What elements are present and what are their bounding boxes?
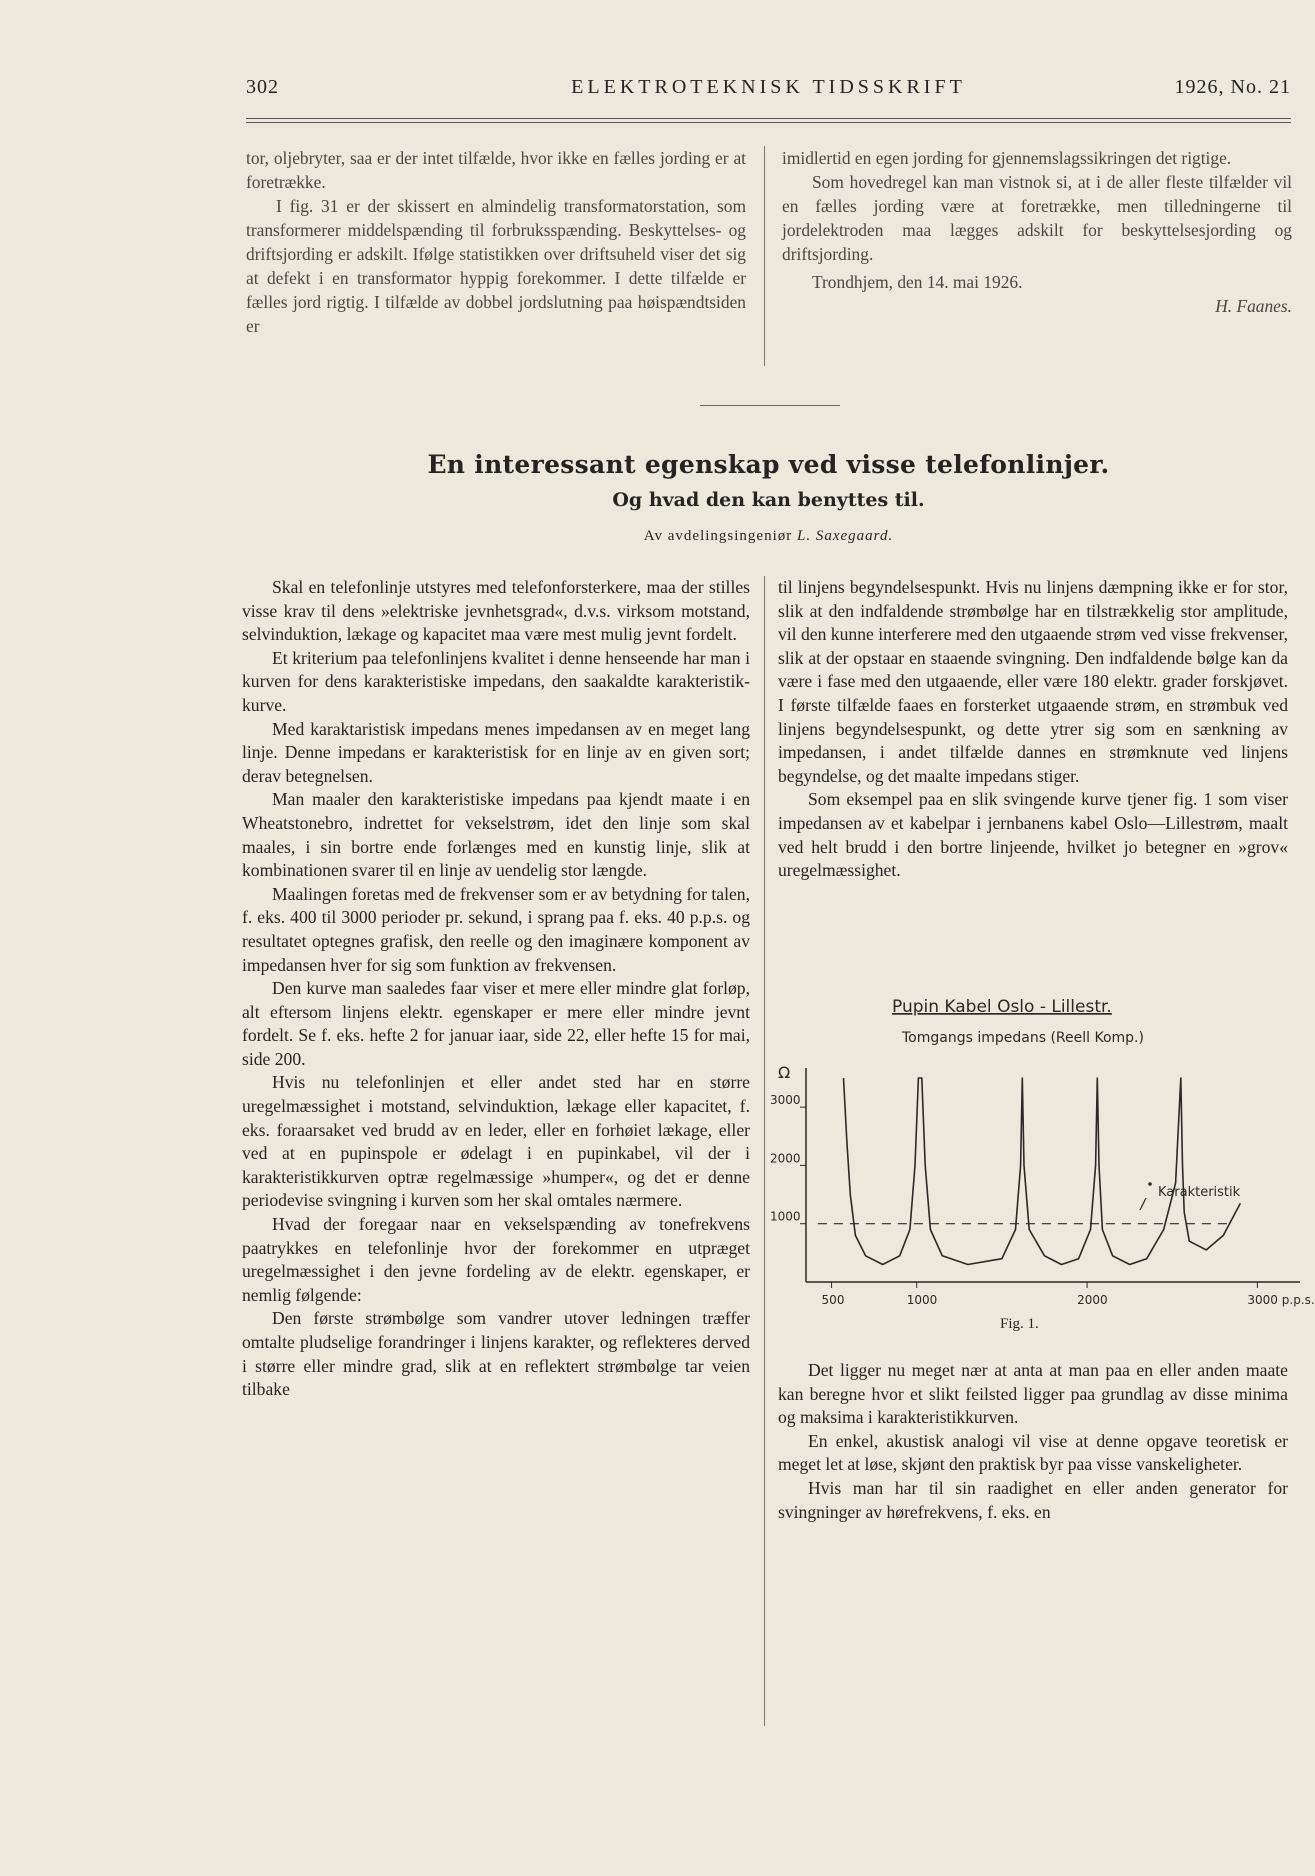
byline bbox=[246, 528, 1291, 545]
chart-handwritten-subtitle: Tomgangs impedans (Reell Komp.) bbox=[902, 1030, 1144, 1046]
paragraph: Skal en telefonlinje utstyres med telefonforsterkere, maa der stilles visse krav til dens »elektriske jevnhetsgrad«, d.v.s. virksom motstand, selvinduktion, lækage og kapacitet maa være mest mulig jevnt fordelt. bbox=[242, 577, 750, 645]
article-title: En interessant egenskap ved visse telefonlinjer. bbox=[427, 450, 1110, 479]
article-separator bbox=[700, 405, 840, 406]
byline-prefix: Av avdelingsingeniør bbox=[643, 528, 793, 544]
header-rule bbox=[246, 122, 1291, 123]
article-right-column-bottom bbox=[778, 1359, 1288, 1524]
curve-label-karakteristik: Karakteristik bbox=[1158, 1185, 1241, 1200]
previous-article-right-column bbox=[782, 146, 1292, 318]
paragraph: Hvad der foregaar naar en vekselspænding av tonefrekvens paatrykkes en telefonlinje hvor der forekommer en utpræget uregelmæssighet i den jevne fordeling av de elektr. egenskaper, er nemlig følgende: bbox=[242, 1214, 750, 1305]
chart-axes bbox=[806, 1068, 1300, 1282]
article-right-column-top bbox=[778, 576, 1288, 883]
x-tick-label: 500 bbox=[821, 1293, 845, 1307]
chart-series bbox=[818, 1078, 1241, 1265]
header-rule bbox=[246, 118, 1291, 119]
paragraph: I fig. 31 er der skissert en almindelig transformatorstation, som transformerer middelspænding til forbruksspænding. Beskyttelses- og driftsjording er adskilt. Ifølge statistikken over driftsuheld viser det sig at defekt i en transformator hyppig forekommer. I dette tilfælde er fælles jord rigtig. I tilfælde av dobbel jordslutning paa høispændtsiden er bbox=[246, 196, 746, 336]
label-leader bbox=[1140, 1198, 1146, 1210]
paragraph: Som eksempel paa en slik svingende kurve tjener fig. 1 som viser impedansen av et kabelpar i jernbanens kabel Oslo—Lillestrøm, maalt ved helt brudd i den bortre linjeende, hvilket jo betegner en »grov« uregelmæssighet. bbox=[778, 789, 1288, 881]
paragraph: Den kurve man saaledes faar viser et mere eller mindre glat forløp, alt eftersom linjens elektr. egenskaper er mere eller mindre jevnt fordelt. Se f. eks. hefte 2 for januar iaar, side 22, eller hefte 15 for mai, side 200. bbox=[242, 978, 750, 1069]
figure-1 bbox=[760, 990, 1315, 1330]
paragraph: En enkel, akustisk analogi vil vise at denne opgave teoretisk er meget let at løse, skjønt den praktisk byr paa visse vanskeligheter. bbox=[778, 1430, 1288, 1475]
y-tick-label: 2000 bbox=[770, 1151, 801, 1166]
y-tick-label: 1000 bbox=[770, 1209, 801, 1224]
paragraph: Hvis nu telefonlinjen et eller andet sted har en større uregelmæssighet i motstand, selvinduktion, lækage eller kapacitet, f. eks. foraarsaket ved brudd av en leder, eller en forhøiet lækage, eller ved at en pupinspole er ødelagt i en pupinkabel, vil der i karakteristikkurven optræ regelmæssige »humper«, og det er denne periodevise svingning i kurven som her skal omtales nærmere. bbox=[242, 1072, 750, 1211]
series-line-impedance bbox=[844, 1078, 1241, 1265]
paragraph: Den første strømbølge som vandrer utover ledningen træffer omtalte pludselige forandringer i linjens karakter, og reflekteres derved i større eller mindre grad, slik at en reflektert strømbølge tar veien tilbake bbox=[242, 1308, 750, 1400]
impedance-chart bbox=[760, 990, 1315, 1330]
article-left-column bbox=[242, 576, 750, 1402]
x-tick-label: 2000 bbox=[1077, 1293, 1108, 1307]
label-dot bbox=[1148, 1182, 1152, 1186]
y-tick-label: 3000 bbox=[770, 1093, 801, 1108]
x-tick-label: 1000 bbox=[906, 1293, 938, 1307]
place-date: Trondhjem, den 14. mai 1926. bbox=[812, 272, 1023, 292]
page-number: 302 bbox=[246, 76, 279, 98]
paragraph: imidlertid en egen jording for gjennemslagssikringen det rigtige. bbox=[782, 148, 1232, 168]
y-unit-label: Ω bbox=[778, 1063, 791, 1082]
paragraph: tor, oljebryter, saa er der intet tilfælde, hvor ikke en fælles jording er at foretrække. bbox=[246, 148, 746, 192]
paragraph: Maalingen foretas med de frekvenser som er av betydning for talen, f. eks. 400 til 3000 perioder pr. sekund, i sprang paa f. eks. 40 p.p.s. og resultatet optegnes grafisk, den reelle og den imaginære komponent av impedansen hver for sig som funktion av frekvensen. bbox=[242, 883, 750, 975]
journal-title: ELEKTROTEKNISK TIDSSKRIFT bbox=[571, 76, 966, 98]
x-tick-label: 3000 p.p.s. bbox=[1247, 1293, 1315, 1307]
paragraph: til linjens begyndelsespunkt. Hvis nu linjens dæmpning ikke er for stor, slik at den indfaldende strømbølge har en tilstrækkelig stor amplitude, vil den kunne interferere med den utgaaende strøm ved visse frekvenser, slik at der opstaar en staaende svingning. Den indfaldende bølge kan da være i fase med den utgaaende, eller være 180 elektr. grader forskjøvet. I første tilfælde faaes en forsterket utgaaende strøm, en strømbuk ved linjens begyndelsespunkt, og dette ytrer sig som en sænkning av impedansen, i andet tilfælde dannes en strømknute ved linjens begyndelse, og det maalte impedans stiger. bbox=[778, 577, 1288, 786]
page-header bbox=[246, 76, 1291, 106]
chart-handwritten-title: Pupin Kabel Oslo - Lillestr. bbox=[892, 997, 1112, 1017]
paragraph: Som hovedregel kan man vistnok si, at i de aller fleste tilfælder vil en fælles jording være at foretrække, men tilledningerne til jordelektroden maa lægges adskilt for beskyttelsesjording og driftsjording. bbox=[782, 172, 1292, 264]
issue-number: 1926, No. 21 bbox=[1174, 76, 1291, 98]
paragraph: Man maaler den karakteristiske impedans paa kjendt maate i en Wheatstonebro, indrettet for vekselstrøm, idet den linje som skal maales, i sin bortre ende forlænges med en kunstig linje, slik at kombinationen svarer til en linje av uendelig stor længde. bbox=[242, 789, 750, 881]
article-subtitle: Og hvad den kan benyttes til. bbox=[612, 489, 925, 511]
paragraph: Det ligger nu meget nær at anta at man paa en eller anden maate kan beregne hvor et slikt feilsted ligger paa grundlag av disse minima og maksima i karakteristikkurven. bbox=[778, 1360, 1288, 1428]
author-signature: H. Faanes. bbox=[1215, 296, 1292, 316]
paragraph: Med karaktaristisk impedans menes impedansen av en meget lang linje. Denne impedans er karakteristisk for en linje av en given sort; derav betegnelsen. bbox=[242, 718, 750, 786]
column-divider bbox=[764, 146, 765, 366]
paragraph: Et kriterium paa telefonlinjens kvalitet i denne henseende har man i kurven for dens karakteristiske impedans, den saakaldte karakteristik-kurve. bbox=[242, 647, 750, 715]
figure-caption: Fig. 1. bbox=[1000, 1316, 1039, 1332]
previous-article-left-column bbox=[246, 146, 746, 338]
paragraph: Hvis man har til sin raadighet en eller anden generator for svingninger av hørefrekvens, f. eks. en bbox=[778, 1477, 1288, 1522]
byline-author: L. Saxegaard. bbox=[797, 528, 894, 544]
